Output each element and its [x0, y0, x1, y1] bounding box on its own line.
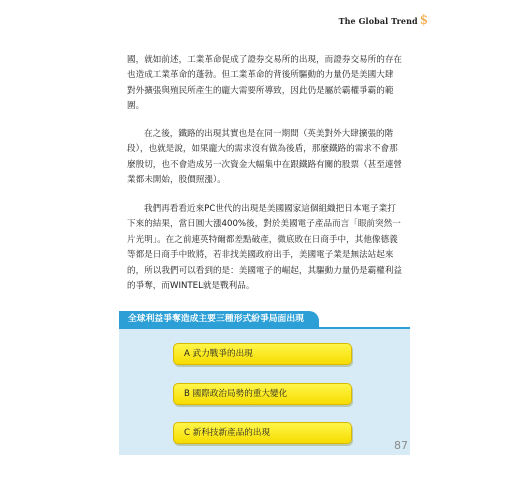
callout-title: 全球利益爭奪造成主要三種形式紛爭局面出現: [119, 311, 319, 328]
text-line: 我們再看看近來PC世代的出現是美國國家這個組織把日本電子業打: [144, 204, 396, 214]
body-paragraph-3: [127, 202, 406, 294]
text-line: 片光明」。在之前連英特爾都差點破產，微底敗在日商手中，其他像德義: [127, 234, 398, 245]
text-line: 國，就如前述，工業革命促成了證券交易所的出現，而證券交易所的存在: [127, 55, 403, 65]
running-header: [339, 14, 428, 27]
text-line: 麼殷切，也不會造成另一次資金大幅集中在跟鐵路有關的股票（甚至連營: [127, 159, 403, 170]
text-line: 段），也就是說，如果龐大的需求沒有做為後盾，那麼鐵路的需求不會那: [127, 144, 398, 155]
callout-option-a: A 武力戰爭的出現: [173, 343, 352, 365]
body-paragraph-2: [127, 127, 406, 189]
running-header-title: The Global Trend: [338, 15, 418, 26]
page-number: 87: [394, 439, 408, 452]
body-paragraph-1: [127, 53, 406, 115]
text-line: 等都是日商手中敗將，若非找美國政府出手，美國電子業是無法站起來: [127, 250, 394, 261]
text-line: 也造成工業革命的蓬勃。但工業革命的背後所驅動的力量仍是美國大肆: [127, 70, 394, 81]
callout-option-b: B 國際政治局勢的重大變化: [173, 383, 352, 405]
text-line: 對外擴張與殖民所產生的龐大需要所導致，因此仍是屬於霸權爭霸的範: [127, 85, 394, 96]
text-line: 的，所以我們可以看到的是：美國電子的崛起，其驅動力量仍是霸權利益: [127, 265, 403, 276]
text-line: 圍。: [127, 101, 145, 112]
text-line: 業都未開始，股價照漲）。: [127, 175, 226, 186]
text-line: 下來的結果，當日圓大漲400%後，對於美國電子產品而言「眼前突然一: [127, 219, 401, 230]
dollar-sign-icon: $: [419, 13, 428, 28]
callout-box: [119, 327, 410, 455]
text-line: 在之後，鐵路的出現其實也是在同一期間（英美對外大肆擴張的階: [144, 129, 394, 139]
callout-option-c: C 新科技新產品的出現: [173, 422, 352, 444]
text-line: 的爭奪，而WINTEL就是戰利品。: [127, 281, 255, 292]
